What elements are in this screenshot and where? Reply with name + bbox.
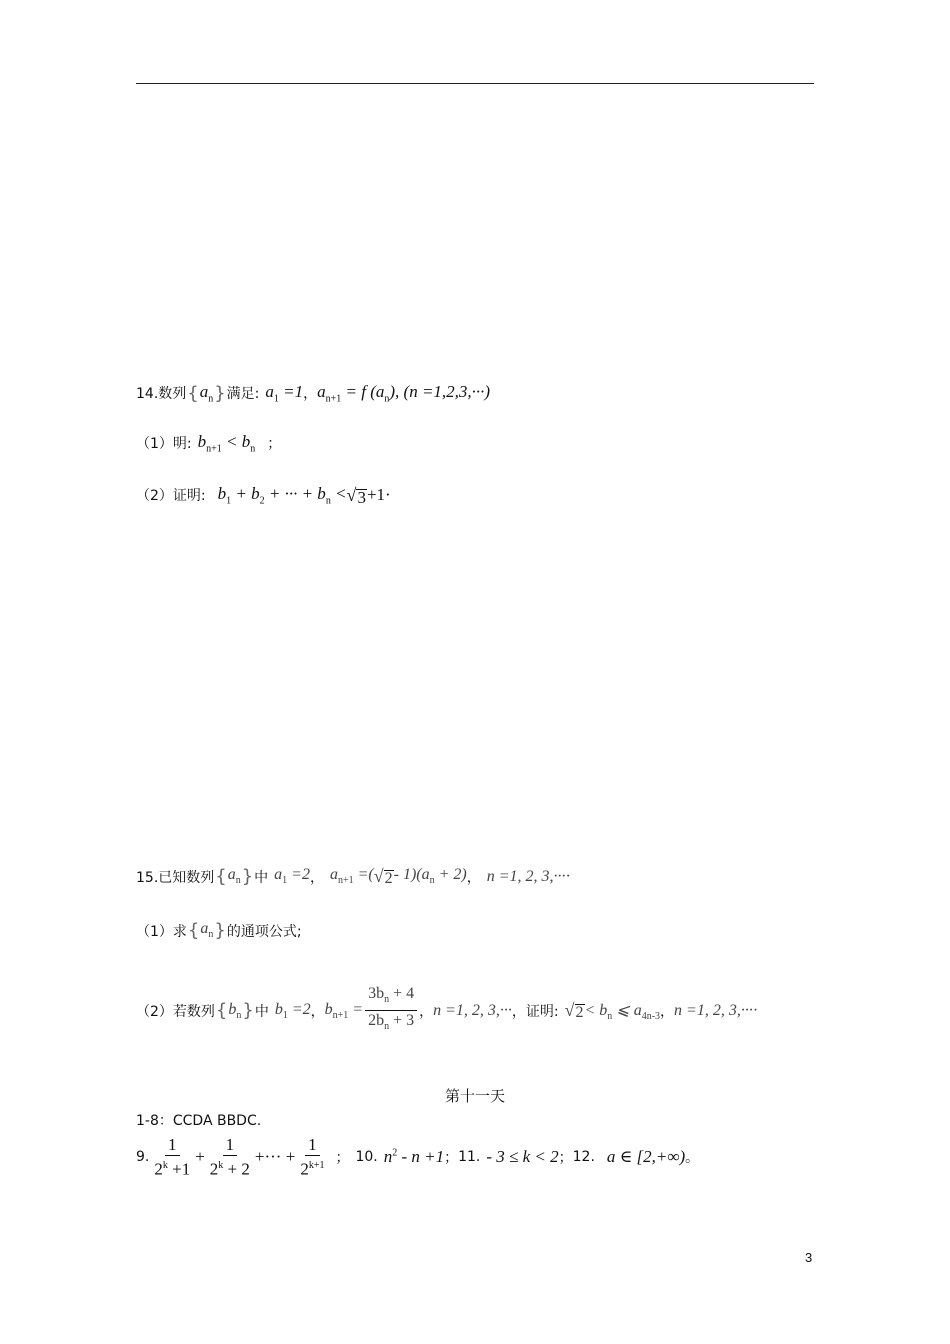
answer-9-fraction-3: $\frac{1}{2^{k+1}}$ (300, 1135, 325, 1179)
sqrt-2: √ 2 (564, 1000, 584, 1022)
sum-inequality: $b_1 + b_2$ + ··· + $b_n$ < (217, 484, 347, 507)
sqrt-2: √ 2 (373, 866, 393, 887)
fraction-b-recurrence: $\frac{3b_n + 4}{2b_n + 3}$ (365, 985, 417, 1036)
problem-15-statement: 15.已知数列 { $a_n$ } 中 $a_1 =2$ ， $a_{n+1}$ =( √ 2 - $1)(a_n + 2)$ ， n =1, 2, 3,··· · (136, 866, 571, 887)
problem-15-part-1: （1）求 { $a_n$ } 的通项公式; (136, 920, 302, 941)
sequence-a: $a_n$ (227, 866, 241, 887)
initial-a1: $a_1 =2$ (274, 866, 310, 887)
page-number: 3 (805, 1250, 813, 1265)
answers-1-8: 1-8：CCDA BBDC. (136, 1113, 262, 1129)
header-rule (136, 83, 814, 84)
problem-15-part-2: （2）若数列 { $b_n$ } 中 $b_1 =2$ ， $b_{n+1}$ = $\frac{3b_n + 4}{2b_n + 3}$ ， n =1, 2, 3,··· ，证明: √ 2 < $b_n$ ⩽ $a_{4n-3}$ ， n =1, 2, 3,··· · (136, 985, 758, 1036)
problem-14-statement: 14.数列 { $a_n$ } 满足: $a_1 =1$ ， $a_{n+1} = f$ $(a_n)$, (n =1,2,3,···) (136, 382, 491, 405)
condition-recurrence: $a_{n+1} = f$ $(a_n)$, (n =1,2,3,···) (317, 382, 491, 405)
sqrt-3: √ 3 (346, 484, 366, 507)
inequality-b: $b_{n+1} < b_n$ (197, 432, 256, 455)
answer-10: $n^2 - n +1$ (383, 1147, 445, 1167)
section-heading: 第十一天 (444, 1087, 505, 1105)
condition-a1: $a_1 =1$ (265, 382, 304, 405)
answers-9-12: 9. $\frac{1}{2^k +1}$ + $\frac{1}{2^k + 2}$ +··· + $\frac{1}{2^{k+1}}$ ； 10. $n^2 - n +1$ ； 11. - 3 ≤ k < 2 ； 12. a ∈ [2,+∞) 。 (136, 1135, 700, 1179)
answer-9-fraction-2: $\frac{1}{2^k + 2}$ (209, 1135, 250, 1179)
recurrence-a: $a_{n+1}$ =( (329, 866, 374, 887)
answer-11: - 3 ≤ k < 2 (486, 1147, 559, 1167)
sequence-b: $b_n$ (228, 1000, 242, 1021)
answer-9-fraction-1: $\frac{1}{2^k +1}$ (154, 1135, 191, 1179)
problem-14-label: 14.数列 (136, 386, 187, 403)
sequence-a: $a_n$ (199, 382, 214, 405)
problem-14-part-1: （1）明: $b_{n+1} < b_n$ ； (136, 432, 282, 455)
problem-15-label: 15.已知数列 (136, 869, 215, 886)
problem-14-part-2: （2）证明: $b_1 + b_2$ + ··· + $b_n$ < √ 3 +1 · (136, 484, 391, 507)
answer-12: a ∈ [2,+∞) (606, 1147, 686, 1167)
